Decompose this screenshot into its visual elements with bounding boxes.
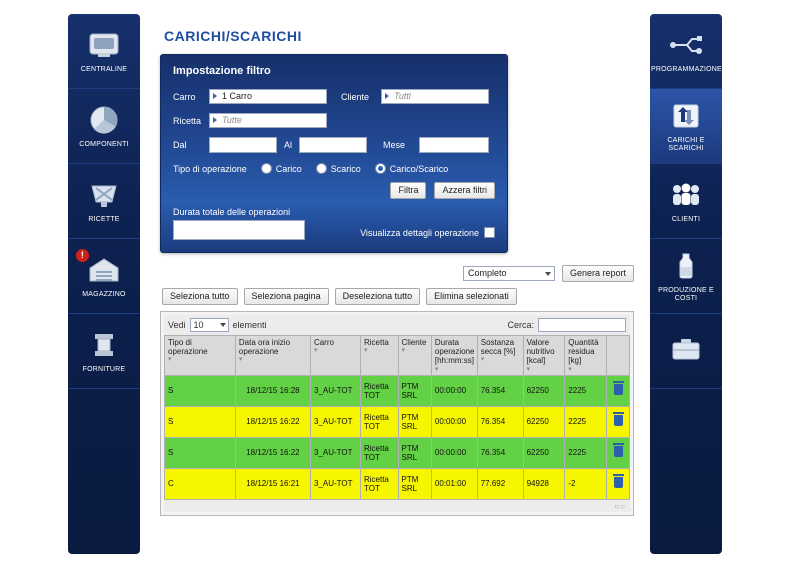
cell-quantita-residua: 2225 (565, 406, 607, 437)
column-header-ricetta[interactable] (360, 336, 398, 376)
operations-grid (160, 311, 634, 516)
column-label: Tipo di operazione (168, 338, 208, 357)
carro-label: Carro (173, 91, 196, 102)
elementi-label: elementi (232, 320, 267, 330)
mese-label: Mese (383, 140, 406, 150)
cell-valore-nutritivo: 62250 (523, 437, 565, 468)
date-range-row (173, 137, 495, 153)
dettagli-operazione-label: Visualizza dettagli operazione (360, 227, 479, 238)
cell-ricetta: Ricetta TOT (360, 375, 398, 406)
main-content (160, 14, 640, 516)
column-header-sostanza-secca[interactable] (477, 336, 523, 376)
column-label: Durata operazione [hh:mm:ss] (434, 338, 475, 366)
vedi-label: Vedi (168, 320, 186, 330)
cell-cliente: PTM SRL (398, 406, 431, 437)
sidebar-item-label: COMPONENTI (79, 141, 129, 149)
page-title: CARICHI/SCARICHI (164, 28, 302, 44)
usb-programming-icon (668, 28, 704, 62)
radio-scarico[interactable] (316, 163, 361, 174)
column-label: Carro (313, 338, 334, 347)
durata-input[interactable] (173, 220, 305, 240)
page-size-value: 10 (193, 320, 204, 330)
cell-ricetta: Ricetta TOT (360, 406, 398, 437)
sidebar-item-label: PRODUZIONE E COSTI (658, 287, 714, 302)
cell-data-ora: 18/12/15 16:21 (235, 468, 310, 499)
search-control (507, 318, 626, 332)
radio-button-selected-icon (375, 163, 386, 174)
briefcase-icon (668, 332, 704, 366)
dal-input[interactable] (209, 137, 277, 153)
chevron-down-icon (545, 272, 551, 276)
sidebar-item-label: CLIENTI (671, 216, 701, 224)
milk-bottle-icon (668, 249, 704, 283)
sidebar-item-label: FORNITURE (82, 366, 126, 374)
column-label: Valore nutritivo [kcal] (526, 338, 555, 366)
cell-sostanza-secca: 77.692 (477, 468, 523, 499)
sort-icon: ▾ (168, 356, 172, 364)
mese-input[interactable] (419, 137, 489, 153)
left-navigation-rail (68, 14, 140, 554)
sidebar-item-label: CENTRALINE (80, 66, 128, 74)
cell-sostanza-secca: 76.354 (477, 406, 523, 437)
sort-icon: ▾ (480, 356, 485, 364)
cell-carro: 3_AU-TOT (310, 468, 360, 499)
column-label: Data ora inizio operazione (238, 338, 291, 357)
delete-icon (614, 446, 623, 457)
report-row (160, 265, 640, 282)
sidebar-item-extra[interactable] (650, 314, 722, 389)
cell-sostanza-secca: 76.354 (477, 375, 523, 406)
cell-durata: 00:00:00 (431, 437, 477, 468)
table-row[interactable] (165, 406, 630, 437)
chevron-down-icon (220, 323, 226, 327)
sidebar-item-produzione-e-costi[interactable] (650, 239, 722, 314)
search-label: Cerca: (507, 320, 534, 330)
cell-durata: 00:01:00 (431, 468, 477, 499)
dettagli-operazione-toggle[interactable] (360, 227, 495, 240)
radio-button-icon (316, 163, 327, 174)
durata-label: Durata totale delle operazioni (173, 207, 291, 217)
ricetta-value: Tutte (222, 115, 242, 125)
ricetta-select[interactable] (209, 113, 327, 128)
grid-toolbar (164, 315, 630, 335)
carro-cliente-row (173, 89, 495, 104)
row-delete-button[interactable] (607, 375, 630, 406)
durata-row (173, 220, 495, 240)
column-header-valore-nutritivo[interactable] (523, 336, 565, 376)
cell-ricetta: Ricetta TOT (360, 437, 398, 468)
cell-carro: 3_AU-TOT (310, 375, 360, 406)
sidebar-item-programmazione[interactable] (650, 14, 722, 89)
elimina-selezionati-button[interactable]: Elimina selezionati (426, 288, 517, 305)
radio-carico[interactable] (261, 163, 302, 174)
seleziona-pagina-button[interactable]: Seleziona pagina (244, 288, 329, 305)
selection-button-row (162, 288, 640, 305)
cell-quantita-residua: 2225 (565, 375, 607, 406)
row-delete-button[interactable] (607, 437, 630, 468)
warehouse-icon (86, 253, 122, 287)
cell-tipo-operazione: S (165, 406, 236, 437)
column-header-carro[interactable] (310, 336, 360, 376)
table-row[interactable] (165, 468, 630, 499)
ricetta-label: Ricetta (173, 115, 202, 126)
delete-icon (614, 415, 623, 426)
cell-sostanza-secca: 76.354 (477, 437, 523, 468)
sidebar-item-ricette[interactable] (68, 164, 140, 239)
filter-panel (160, 54, 508, 253)
carro-select[interactable] (209, 89, 327, 104)
sort-icon: ▾ (363, 347, 368, 355)
sidebar-item-carichi-e-scarichi[interactable] (650, 89, 722, 164)
supply-icon (86, 328, 122, 362)
cell-cliente: PTM SRL (398, 375, 431, 406)
cell-quantita-residua: -2 (565, 468, 607, 499)
search-input[interactable] (538, 318, 626, 332)
cliente-label: Cliente (341, 91, 370, 102)
cell-quantita-residua: 2225 (565, 437, 607, 468)
column-label: Sostanza secca [%] (480, 338, 516, 357)
sidebar-item-label: RICETTE (88, 216, 120, 224)
column-header-durata[interactable] (431, 336, 477, 376)
page-size-select[interactable] (190, 318, 229, 332)
column-label: Ricetta (363, 338, 389, 347)
carro-value: 1 Carro (222, 91, 253, 101)
deseleziona-tutto-button[interactable]: Deseleziona tutto (335, 288, 421, 305)
azzera-filtri-button[interactable]: Azzera filtri (434, 182, 495, 199)
grid-footer (164, 500, 630, 512)
dal-label: Dal (173, 140, 187, 150)
cell-valore-nutritivo: 62250 (523, 375, 565, 406)
radio-carico-scarico[interactable] (375, 163, 449, 174)
pie-chart-icon (86, 103, 122, 137)
cell-valore-nutritivo: 62250 (523, 406, 565, 437)
resize-grip-icon[interactable]: ○○ (614, 501, 626, 511)
radio-scarico-label: Scarico (330, 163, 361, 174)
cell-data-ora: 18/12/15 16:22 (235, 406, 310, 437)
sort-icon: ▾ (313, 347, 318, 355)
sort-icon: ▾ (434, 365, 439, 373)
delete-icon (614, 384, 623, 395)
cell-durata: 00:00:00 (431, 406, 477, 437)
sort-icon: ▾ (401, 347, 406, 355)
column-header-actions (607, 336, 630, 376)
radio-carico-scarico-label: Carico/Scarico (389, 163, 449, 174)
delete-icon (614, 477, 623, 488)
sort-icon: ▾ (526, 365, 531, 373)
page-size-control (168, 318, 267, 332)
cell-cliente: PTM SRL (398, 468, 431, 499)
cell-ricetta: Ricetta TOT (360, 468, 398, 499)
sidebar-item-forniture[interactable] (68, 314, 140, 389)
cell-durata: 00:00:00 (431, 375, 477, 406)
filter-panel-title: Impostazione filtro (173, 65, 271, 77)
cell-carro: 3_AU-TOT (310, 437, 360, 468)
cell-carro: 3_AU-TOT (310, 406, 360, 437)
cell-tipo-operazione: S (165, 375, 236, 406)
tipo-operazione-row (173, 163, 495, 174)
table-row[interactable] (165, 437, 630, 468)
sidebar-item-label: PROGRAMMAZIONE (651, 66, 722, 74)
sort-icon: ▾ (568, 365, 572, 373)
alert-badge: ! (76, 249, 89, 262)
genera-report-button[interactable]: Genera report (562, 265, 634, 282)
cell-cliente: PTM SRL (398, 437, 431, 468)
radio-button-icon (261, 163, 272, 174)
report-type-select[interactable] (463, 266, 555, 281)
column-label: Cliente (401, 338, 427, 347)
cell-data-ora: 18/12/15 16:28 (235, 375, 310, 406)
al-label: Al (283, 140, 292, 150)
al-input[interactable] (299, 137, 367, 153)
people-icon (668, 178, 704, 212)
row-delete-button[interactable] (607, 468, 630, 499)
sidebar-item-clienti[interactable] (650, 164, 722, 239)
filtra-button[interactable]: Filtra (390, 182, 426, 199)
ricetta-row (173, 113, 495, 128)
operations-table (164, 335, 630, 500)
sidebar-item-label: MAGAZZINO (82, 291, 126, 299)
chevron-right-icon (213, 117, 217, 123)
sort-icon: ▾ (238, 356, 243, 364)
column-header-data-ora[interactable] (235, 336, 310, 376)
chevron-right-icon (213, 93, 217, 99)
sidebar-item-magazzino[interactable] (68, 239, 140, 314)
filter-actions (173, 182, 495, 199)
report-type-value: Completo (467, 268, 507, 278)
table-row[interactable] (165, 375, 630, 406)
cell-tipo-operazione: S (165, 437, 236, 468)
load-unload-icon (668, 99, 704, 133)
cliente-value: Tutti (394, 91, 411, 101)
tipo-operazione-label: Tipo di operazione (173, 163, 247, 174)
sidebar-item-centraline[interactable] (68, 14, 140, 89)
right-navigation-rail (650, 14, 722, 554)
seleziona-tutto-button[interactable]: Seleziona tutto (162, 288, 238, 305)
row-delete-button[interactable] (607, 406, 630, 437)
cell-valore-nutritivo: 94928 (523, 468, 565, 499)
sidebar-item-componenti[interactable] (68, 89, 140, 164)
column-header-cliente[interactable] (398, 336, 431, 376)
cell-tipo-operazione: C (165, 468, 236, 499)
column-label: Quantità residua [kg] (568, 338, 599, 366)
cell-data-ora: 18/12/15 16:22 (235, 437, 310, 468)
column-header-quantita-residua[interactable] (565, 336, 607, 376)
cliente-select[interactable] (381, 89, 489, 104)
recipe-mixer-icon (86, 178, 122, 212)
control-unit-icon (86, 28, 122, 62)
column-header-tipo-operazione[interactable] (165, 336, 236, 376)
checkbox-icon (484, 227, 495, 238)
sidebar-item-label: CARICHI E SCARICHI (667, 137, 705, 152)
chevron-right-icon (385, 93, 389, 99)
table-header-row (165, 336, 630, 376)
radio-carico-label: Carico (275, 163, 302, 174)
